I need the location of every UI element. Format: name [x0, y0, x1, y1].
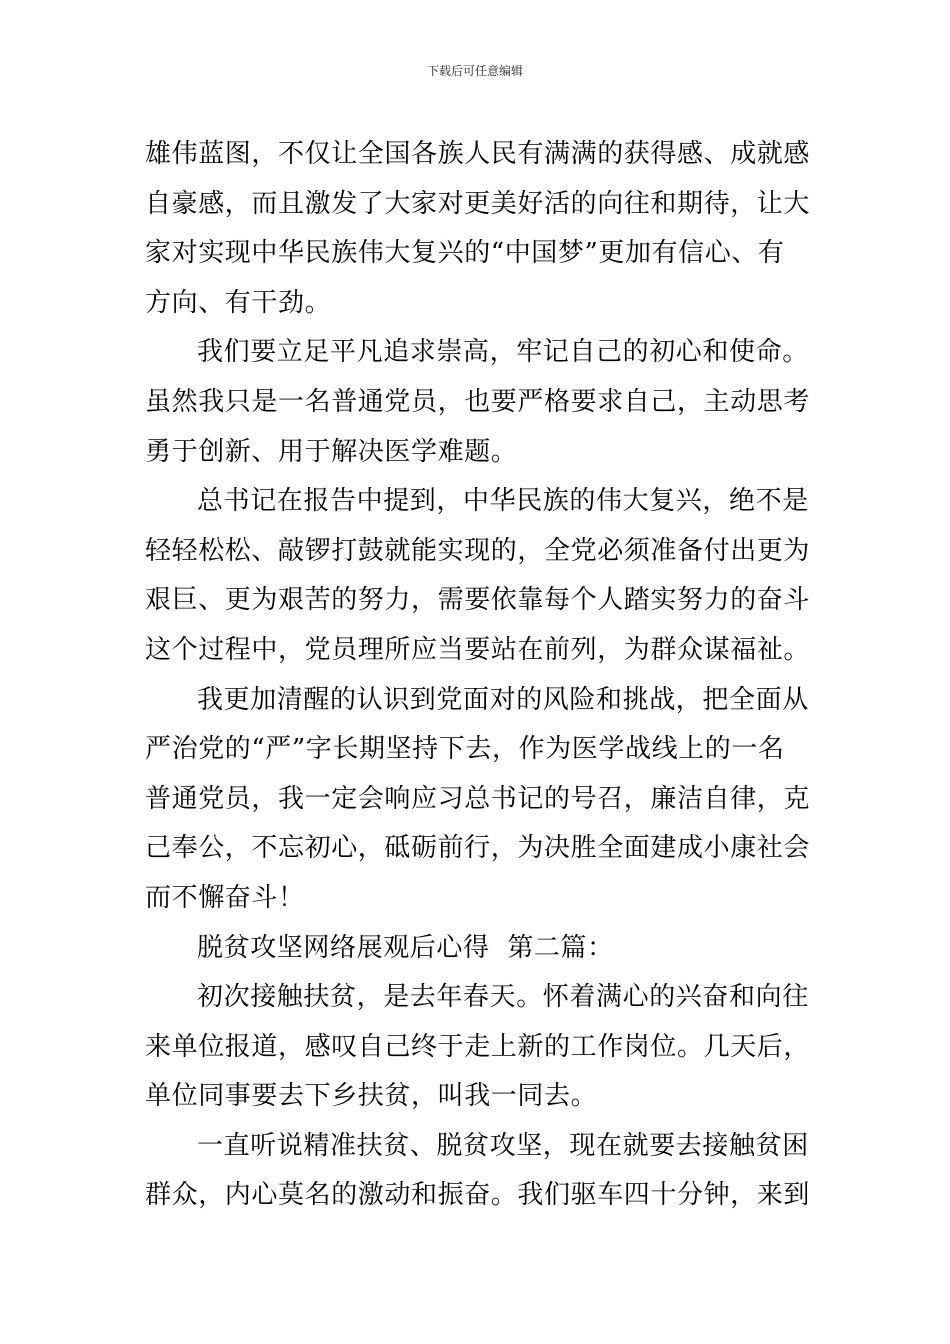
text-line: 方向、有干劲。	[145, 287, 332, 318]
paragraph	[145, 676, 825, 924]
text-line: 群众，内心莫名的激动和振奋。我们驱车四十分钟，来到	[145, 1180, 811, 1211]
document-body	[145, 130, 825, 1221]
text-line: 普通党员，我一定会响应习总书记的号召，廉洁自律，克	[145, 783, 811, 814]
text-line: 我更加清醒的认识到党面对的风险和挑战，把全面从	[197, 684, 809, 715]
paragraph	[145, 477, 825, 675]
text-line: 来单位报道，感叹自己终于走上新的工作岗位。几天后，	[145, 1031, 811, 1062]
text-line: 轻轻松松、敲锣打鼓就能实现的，全党必须准备付出更为	[145, 535, 811, 566]
section-heading-text: 脱贫攻坚网络展观后心得 第二篇：	[197, 932, 614, 963]
paragraph	[145, 130, 825, 328]
text-line: 而不懈奋斗！	[145, 882, 305, 913]
text-line: 家对实现中华民族伟大复兴的“中国梦”更加有信心、有	[145, 238, 785, 269]
text-line: 勇于创新、用于解决医学难题。	[145, 436, 518, 467]
text-line: 初次接触扶贫，是去年春天。怀着满心的兴奋和向往	[197, 982, 809, 1013]
text-line: 己奉公，不忘初心，砥砺前行，为决胜全面建成小康社会	[145, 833, 811, 864]
header-text: 下载后可任意编辑	[426, 64, 523, 78]
text-line: 艰巨、更为艰苦的努力，需要依靠每个人踏实努力的奋斗	[145, 585, 811, 616]
text-line: 这个过程中，党员理所应当要站在前列，为群众谋福祉。	[145, 634, 811, 665]
text-line: 我们要立足平凡追求崇高，牢记自己的初心和使命。	[197, 337, 809, 368]
text-line: 总书记在报告中提到，中华民族的伟大复兴，绝不是	[197, 486, 809, 517]
paragraph	[145, 1122, 825, 1221]
text-line: 雄伟蓝图，不仅让全国各族人民有满满的获得感、成就感	[145, 139, 811, 169]
text-line: 严治党的“严”字长期坚持下去，作为医学战线上的一名	[145, 734, 785, 765]
page-header	[0, 63, 950, 79]
text-line: 一直听说精准扶贫、脱贫攻坚，现在就要去接触贫困	[197, 1130, 809, 1161]
section-heading	[145, 924, 825, 974]
paragraph	[145, 973, 825, 1122]
text-line: 自豪感，而且激发了大家对更美好活的向往和期待，让大	[145, 188, 811, 219]
text-line: 虽然我只是一名普通党员，也要严格要求自己，主动思考	[145, 386, 811, 417]
paragraph	[145, 328, 825, 477]
text-line: 单位同事要去下乡扶贫，叫我一同去。	[145, 1081, 598, 1112]
